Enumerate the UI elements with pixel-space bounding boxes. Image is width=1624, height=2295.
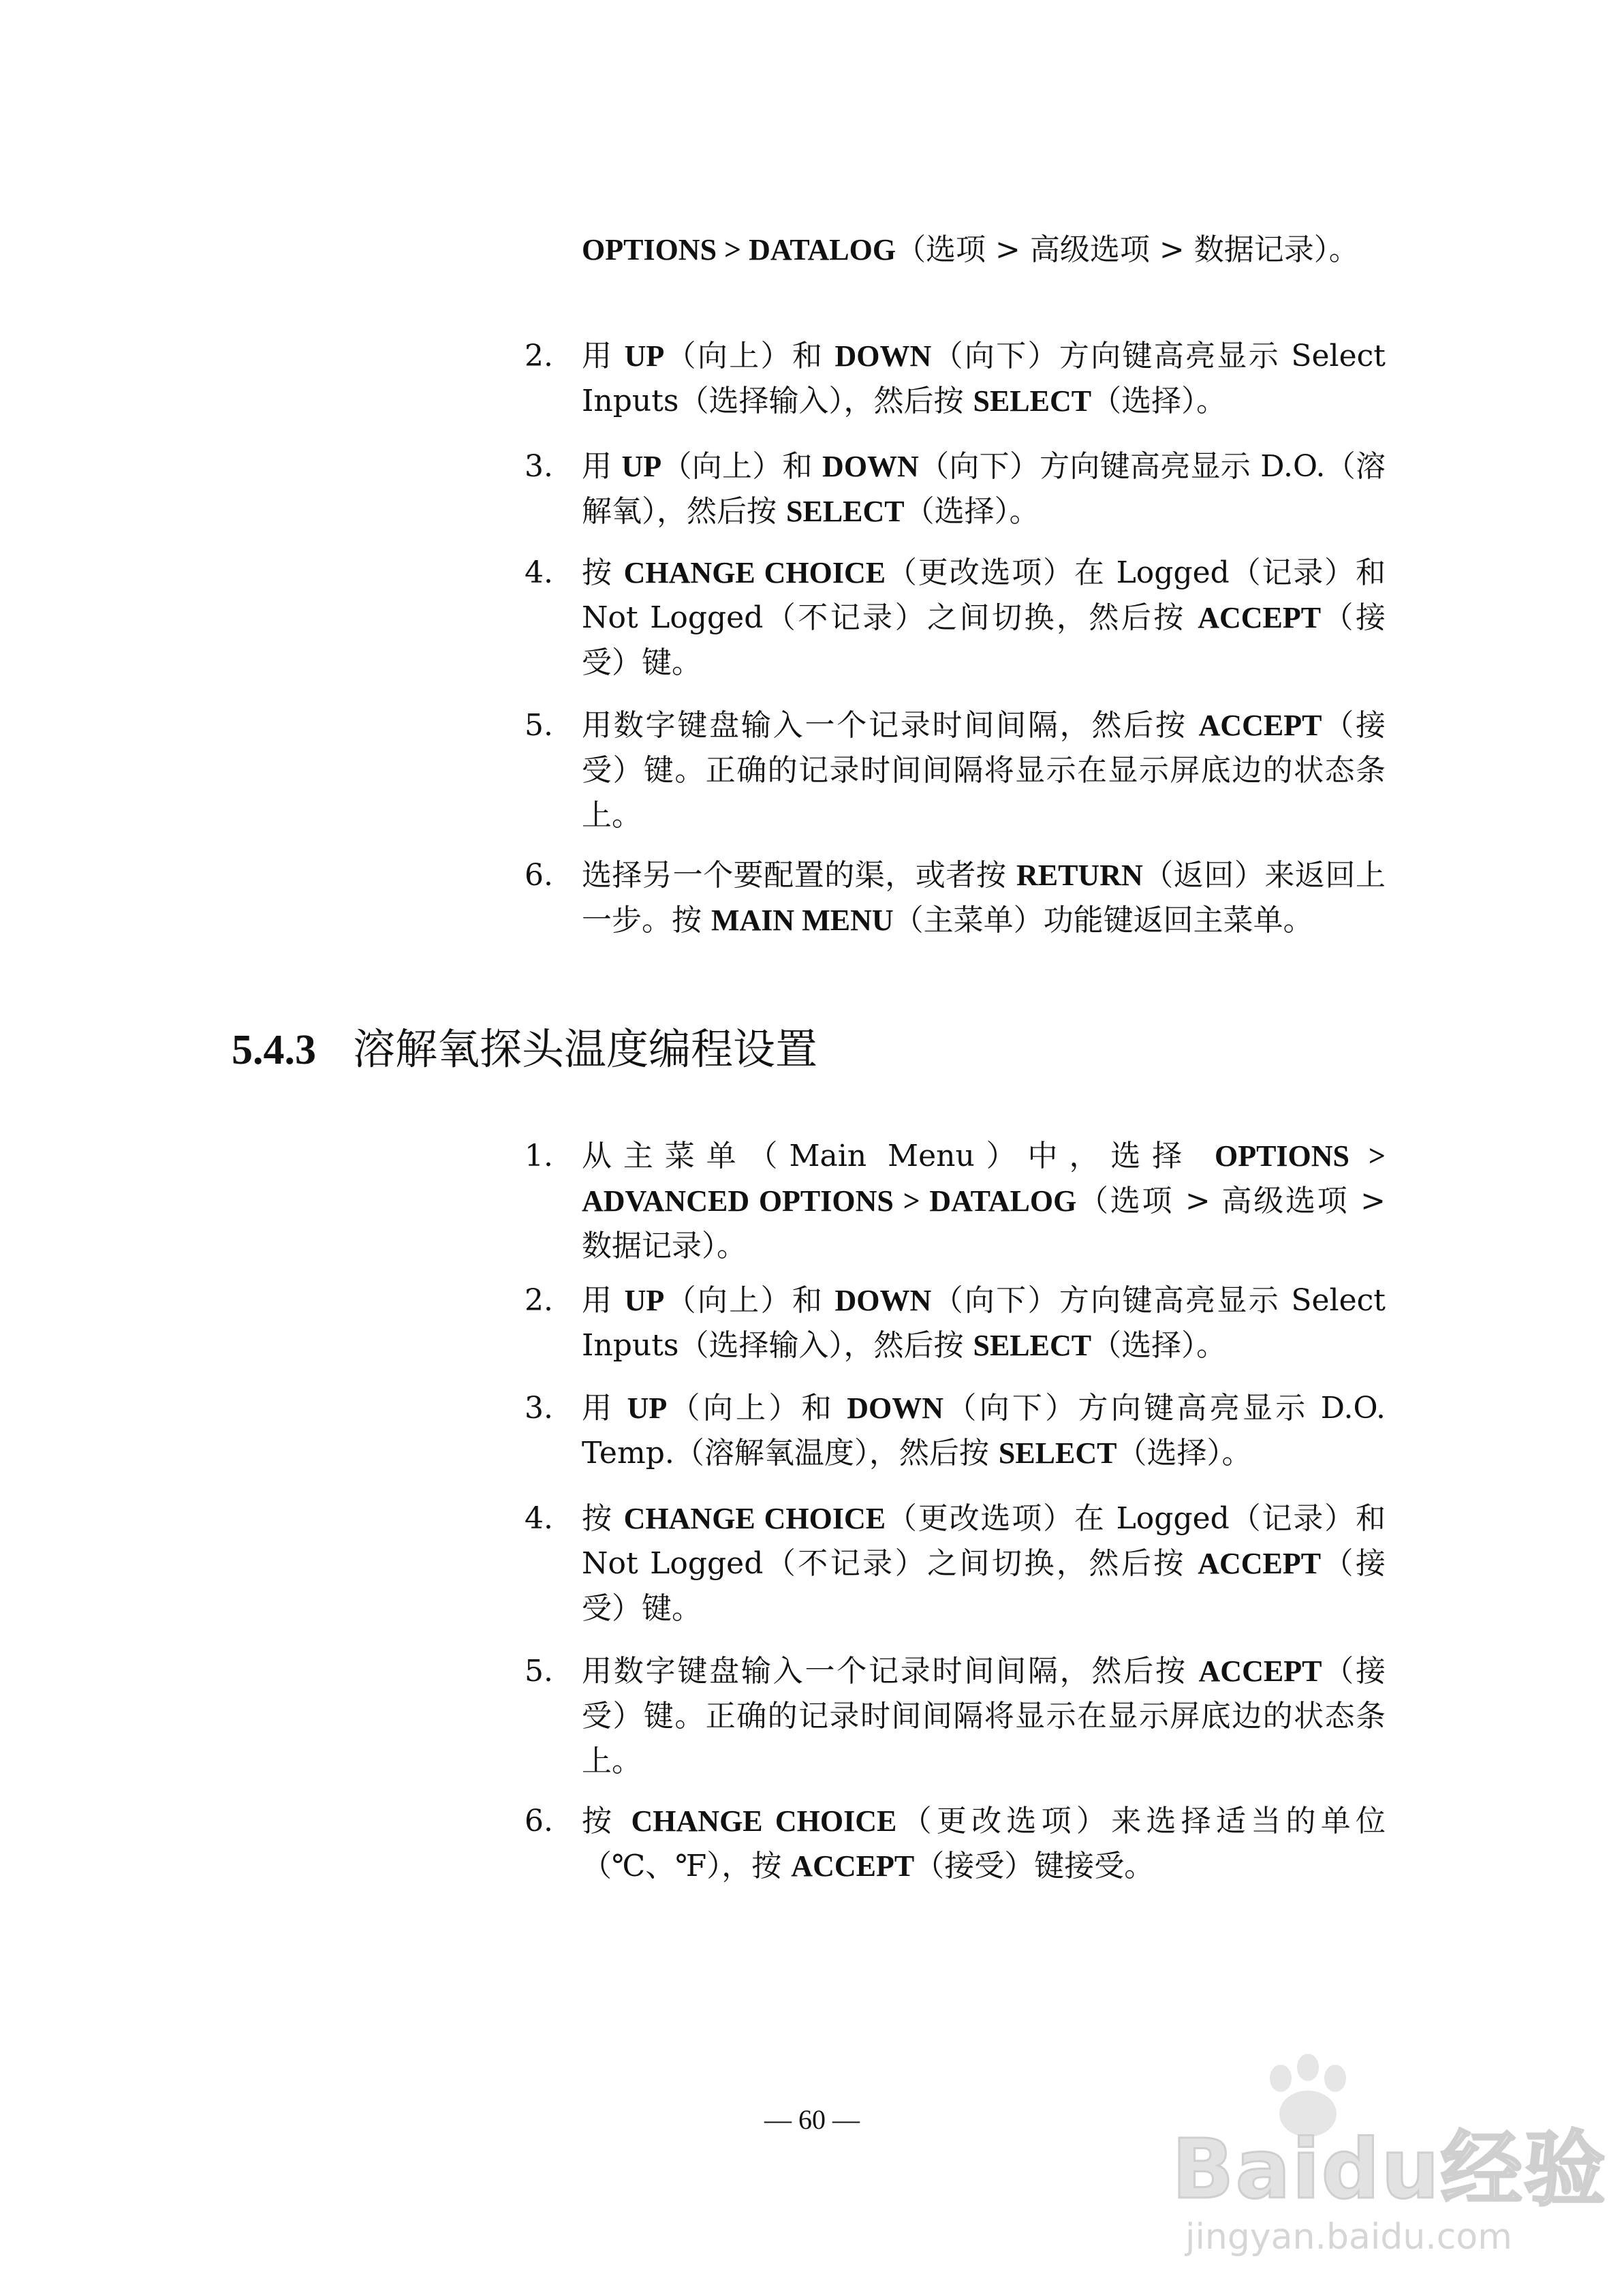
list-item-text: 用数字键盘输入一个记录时间间隔，然后按 ACCEPT（接受）键。正确的记录时间间隔将显示在显示屏底边的状态条上。 xyxy=(582,1654,1386,1778)
baidu-watermark xyxy=(1158,2051,1607,2258)
list-item-text: OPTIONS > DATALOG（选项 > 高级选项 > 数据记录）。 xyxy=(582,232,1359,267)
list-item-text: 用 UP（向上）和 DOWN（向下）方向键高亮显示 D.O. Temp.（溶解氧温度），然后按 SELECT（选择）。 xyxy=(582,1391,1386,1470)
section-title: 溶解氧探头温度编程设置 xyxy=(353,1024,818,1074)
list-item-number: 4. xyxy=(525,1501,553,1536)
page-number: — 60 — xyxy=(764,2104,860,2135)
list-item-text: 用 UP（向上）和 DOWN（向下）方向键高亮显示 D.O.（溶解氧），然后按 SELECT（选择）。 xyxy=(582,449,1386,529)
list-item-text: 选择另一个要配置的渠，或者按 RETURN（返回）来返回上一步。按 MAIN MENU（主菜单）功能键返回主菜单。 xyxy=(582,858,1386,938)
list-item-number: 6. xyxy=(525,858,553,893)
list-item-number: 4. xyxy=(525,555,553,590)
list-item-number: 2. xyxy=(525,1283,553,1318)
list-item-text: 从主菜单（Main Menu）中，选择 OPTIONS > ADVANCED OPTIONS > DATALOG（选项 > 高级选项 > 数据记录）。 xyxy=(582,1139,1386,1263)
list-item-text: 按 CHANGE CHOICE（更改选项）在 Logged（记录）和 Not Logged（不记录）之间切换，然后按 ACCEPT（接受）键。 xyxy=(582,1501,1386,1626)
list-item-number: 1. xyxy=(525,1139,553,1173)
list-item-text: 按 CHANGE CHOICE（更改选项）在 Logged（记录）和 Not Logged（不记录）之间切换，然后按 ACCEPT（接受）键。 xyxy=(582,555,1386,680)
list-item-number: 6. xyxy=(525,1804,553,1838)
section-number: 5.4.3 xyxy=(232,1027,316,1073)
list-item-number: 3. xyxy=(525,449,553,484)
list-item-number: 5. xyxy=(525,1654,553,1689)
list-item-text: 用 UP（向上）和 DOWN（向下）方向键高亮显示 Select Inputs（选择输入），然后按 SELECT（选择）。 xyxy=(582,339,1386,418)
list-item-number: 5. xyxy=(525,708,553,743)
section-heading xyxy=(232,1022,817,1077)
list-item-text: 按 CHANGE CHOICE（更改选项）来选择适当的单位（℃、℉），按 ACCEPT（接受）键接受。 xyxy=(582,1804,1386,1883)
list-item-number: 3. xyxy=(525,1391,553,1426)
watermark-url: jingyan.baidu.com xyxy=(1185,2217,1512,2258)
watermark-logo-text: Baidu经验 xyxy=(1172,2123,1607,2217)
list-item-text: 用数字键盘输入一个记录时间间隔，然后按 ACCEPT（接受）键。正确的记录时间间隔将显示在显示屏底边的状态条上。 xyxy=(582,708,1386,833)
list-item-number: 2. xyxy=(525,339,553,373)
list-item-text: 用 UP（向上）和 DOWN（向下）方向键高亮显示 Select Inputs（选择输入），然后按 SELECT（选择）。 xyxy=(582,1283,1386,1363)
